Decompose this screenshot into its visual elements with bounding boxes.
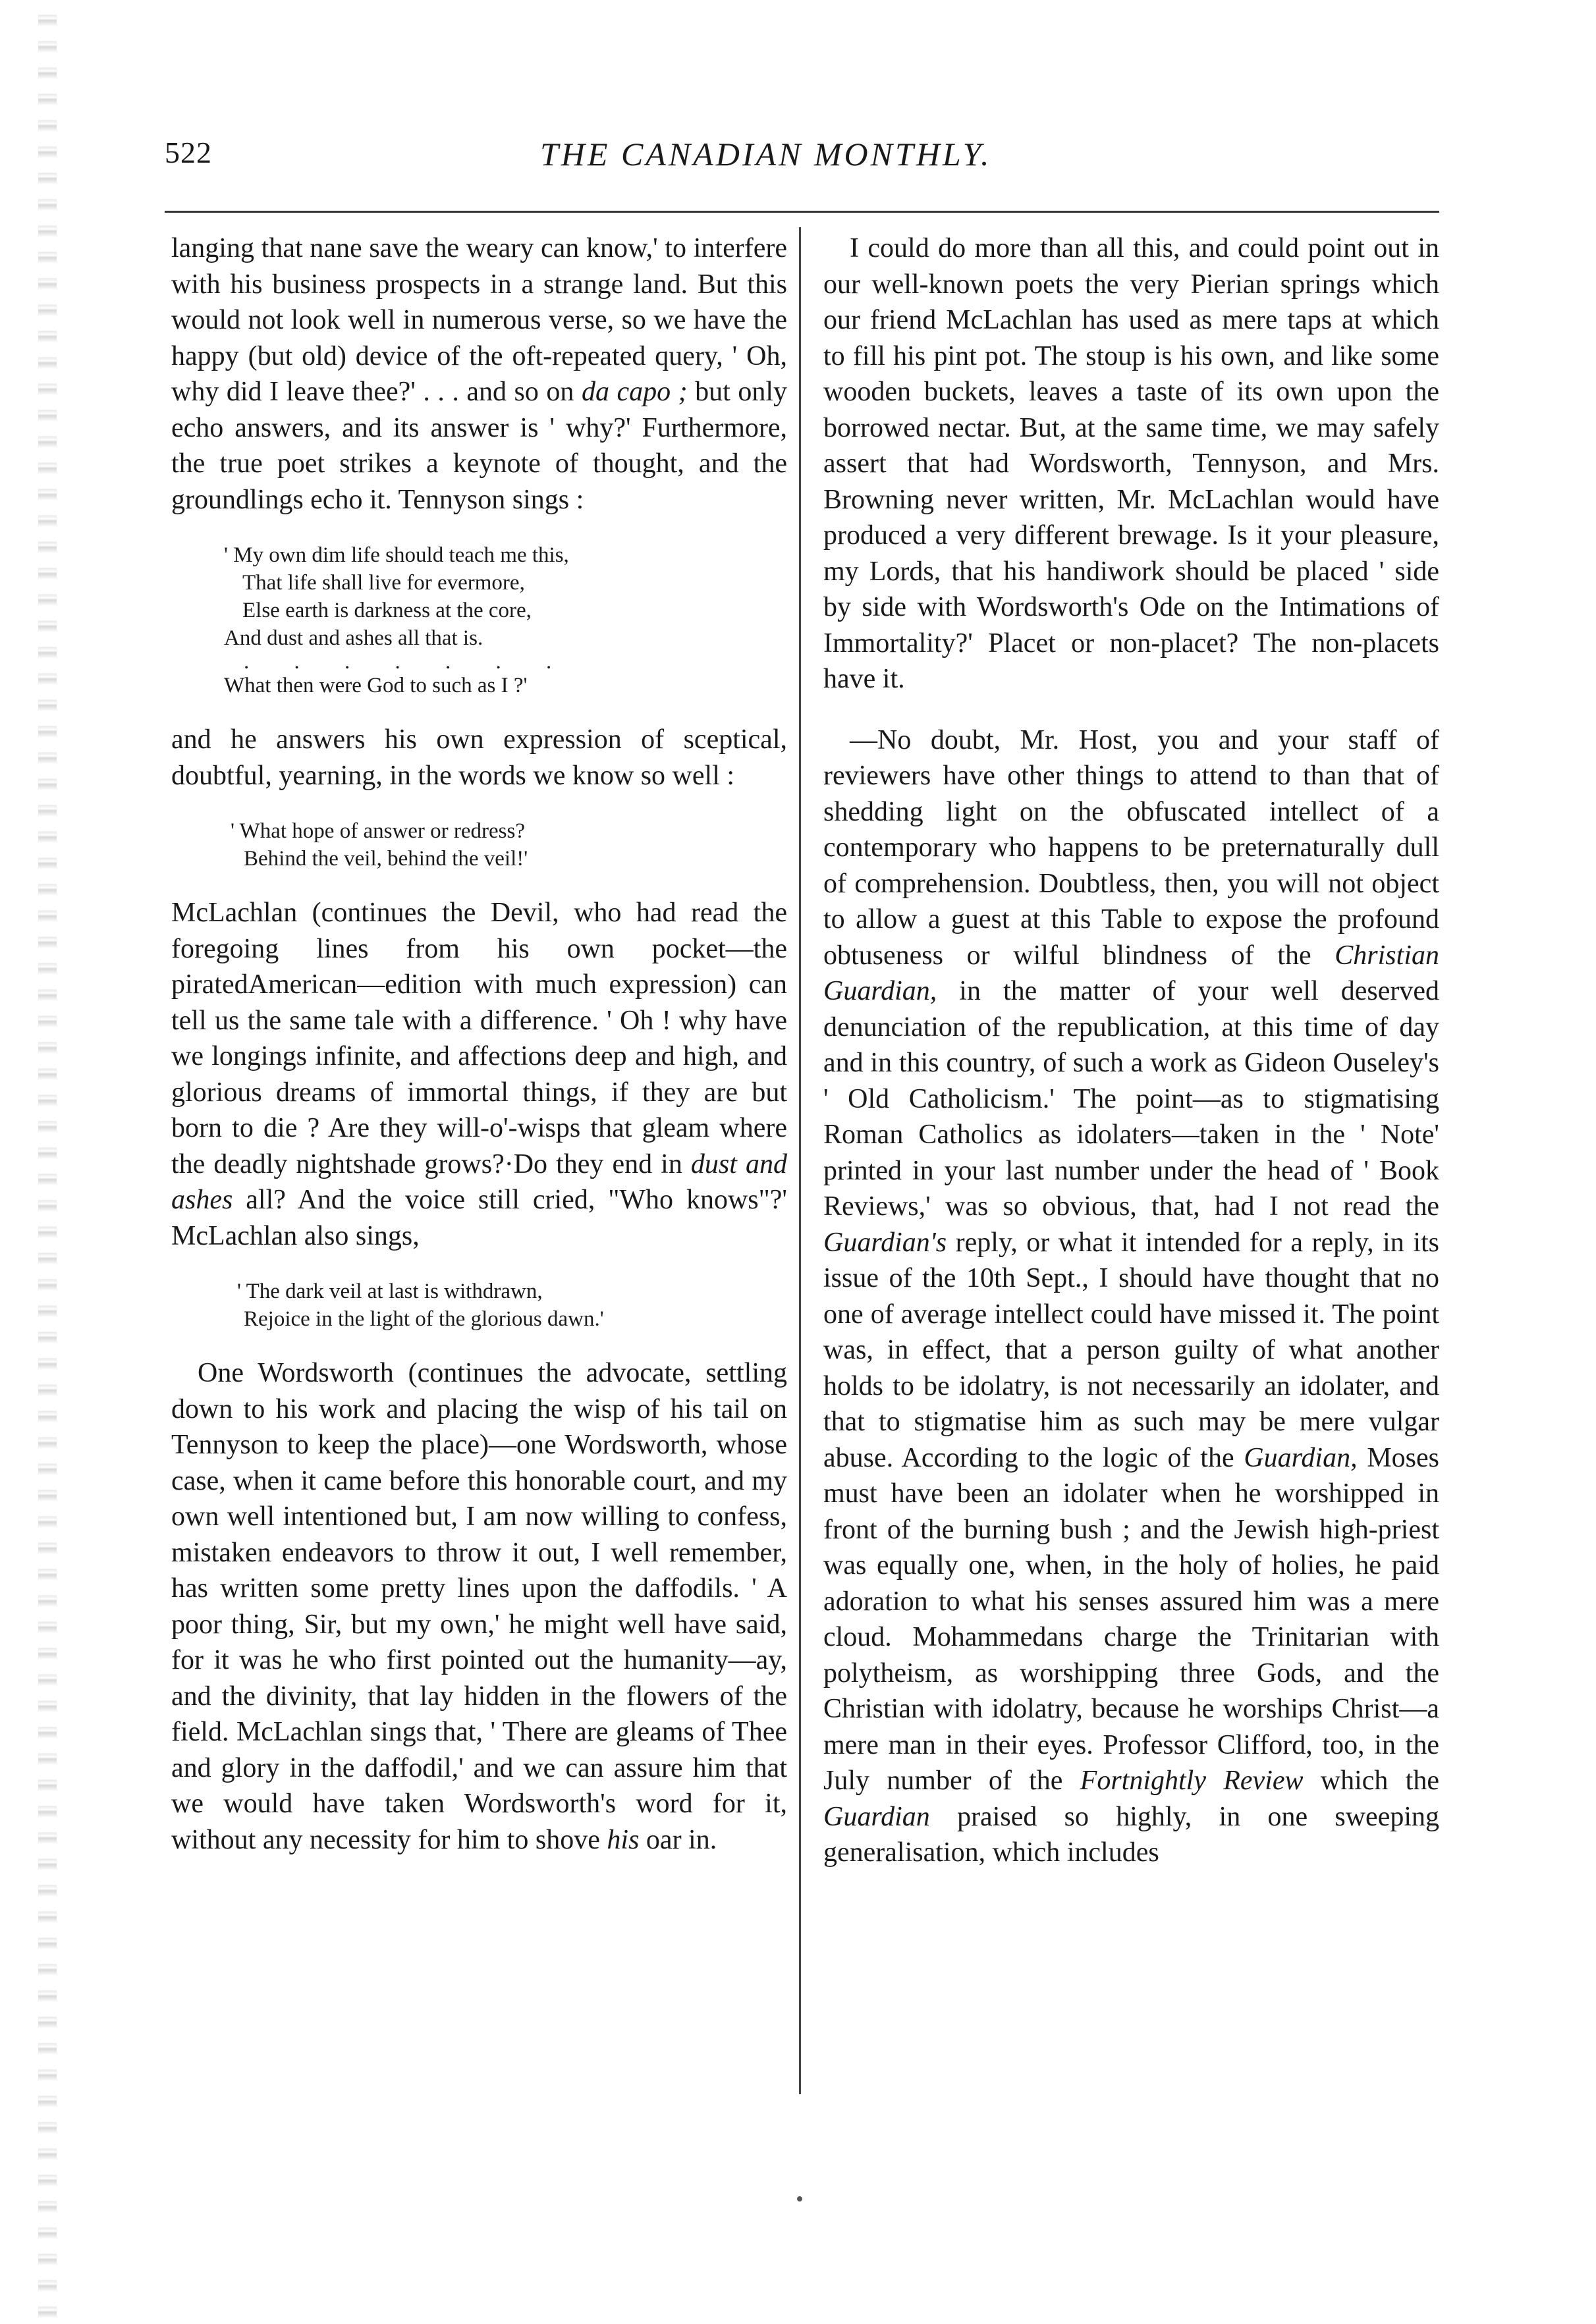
binding-edge: [38, 0, 57, 2324]
paragraph: —No doubt, Mr. Host, you and your staff of reviewers have other things to attend to than that of shedding light on the obfuscated intellect of a contemporary who happens to be preternaturally dull of comprehension. Doubtless, then, you will not object to allow a guest at this Table to expose the profound obtuseness or wilful blindness of the Christian Guardian, in the matter of your well deserved denunciation of the republication, at this time of day and in this country, of such a work as Gideon Ouseley's ' Old Catholicism.' The point—as to stigmatising Roman Catholics as idolaters—taken in the ' Note' printed in your last number under the head of ' Book Reviews,' was so obvious, that, had I not read the Guardian's reply, or what it intended for a reply, in its issue of the 10th Sept., I should have thought that no one of average intellect could have missed it. The point was, in effect, that a person guilty of what another holds to be idolatry, is not necessarily an idolater, and that to stigmatise him as such may be mere vulgar abuse. According to the logic of the Guardian, Moses must have been an idolater when he worshipped in front of the burning bush ; and the Jewish high-priest was equally one, when, in the holy of holies, he paid adoration to what his senses assured him was a mere cloud. Mohammedans charge the Trinitarian with polytheism, as worshipping three Gods, and the Christian with idolatry, because he worships Christ—a mere man in their eyes. Professor Clifford, too, in the July number of the Fortnightly Review which the Guardian praised so highly, in one sweeping generalisation, which includes: [823, 724, 1440, 1868]
left-column: [171, 230, 787, 1858]
paragraph: One Wordsworth (continues the advocate, settling down to his work and placing the wisp of his tail on Tennyson to keep the place)—one Wordsworth, whose case, when it came before this honorable court, and my own well intentioned but, I am now willing to confess, mistaken endeavors to throw it out, I well remember, has written some pretty lines upon the daffodils. ' A poor thing, Sir, but my own,' he might well have said, for it was he who first pointed out the humanity—ay, and the divinity, that lay hidden in the flowers of the field. McLachlan sings that, ' There are gleams of Thee and glory in the daffodil,' and we can assure him that we would have taken Wordsworth's word for it, without any necessity for him to shove his oar in.: [171, 1358, 787, 1855]
verse-block: [171, 817, 787, 873]
page-header: [165, 135, 1439, 181]
verse-block: [171, 541, 787, 699]
right-column: [823, 230, 1439, 1871]
running-title: THE CANADIAN MONTHLY.: [540, 136, 992, 173]
paragraph: I could do more than all this, and could point out in our well-known poets the very Pierian springs which our friend McLachlan has used as mere taps at which to fill his pint pot. The stoup is his own, and like some wooden buckets, leaves a taste of its own upon the borrowed nectar. But, at the same time, we may safely assert that had Wordsworth, Tennyson, and Mrs. Browning never written, Mr. McLachlan would have produced a very different brewage. Is it your pleasure, my Lords, that his handiwork should be placed ' side by side with Wordsworth's Ode on the Intimations of Immortality?' Placet or non-placet? The non-placets have it.: [823, 233, 1439, 694]
verse-line: That life shall live for evermore,: [242, 571, 525, 595]
verse-block: [171, 1278, 787, 1333]
paragraph: langing that nane save the weary can know,' to interfere with his business prospects in a strange land. But this would not look well in numerous verse, so we have the happy (but old) device of the oft-repeated query, ' Oh, why did I leave thee?' . . . and so on da capo ; but only echo answers, and its answer is ' why?' Furthermore, the true poet strikes a keynote of thought, and the groundlings echo it. Tennyson sings :: [171, 233, 788, 515]
header-rule: [165, 211, 1439, 213]
verse-line: Else earth is darkness at the core,: [242, 599, 532, 622]
page-number: 522: [165, 136, 212, 169]
verse-line: Rejoice in the light of the glorious dawn.': [244, 1307, 604, 1331]
verse-line: Behind the veil, behind the veil!': [244, 847, 528, 871]
verse-line: ' My own dim life should teach me this,: [224, 543, 569, 567]
column-divider: [799, 227, 801, 2094]
paragraph: and he answers his own expression of sceptical, doubtful, yearning, in the words we know so well :: [171, 724, 787, 791]
paragraph: McLachlan (continues the Devil, who had read the foregoing lines from his own pocket—the piratedAmerican—edition with much expression) can tell us the same tale with a difference. ' Oh ! why have we longings infinite, and affections deep and high, and glorious dreams of immortal things, if they are but born to die ? Are they will-o'-wisps that gleam where the deadly nightshade grows?·Do they end in dust and ashes all? And the voice still cried, "Who knows"?' McLachlan also sings,: [171, 898, 788, 1251]
verse-line: ' What hope of answer or redress?: [231, 819, 525, 843]
verse-line: And dust and ashes all that is.: [224, 626, 483, 650]
footer-mark: [797, 2196, 802, 2202]
verse-line: What then were God to such as I ?': [224, 674, 528, 697]
verse-line: ' The dark veil at last is withdrawn,: [237, 1280, 543, 1303]
verse-ellipsis: . . . . . . .: [244, 650, 572, 674]
